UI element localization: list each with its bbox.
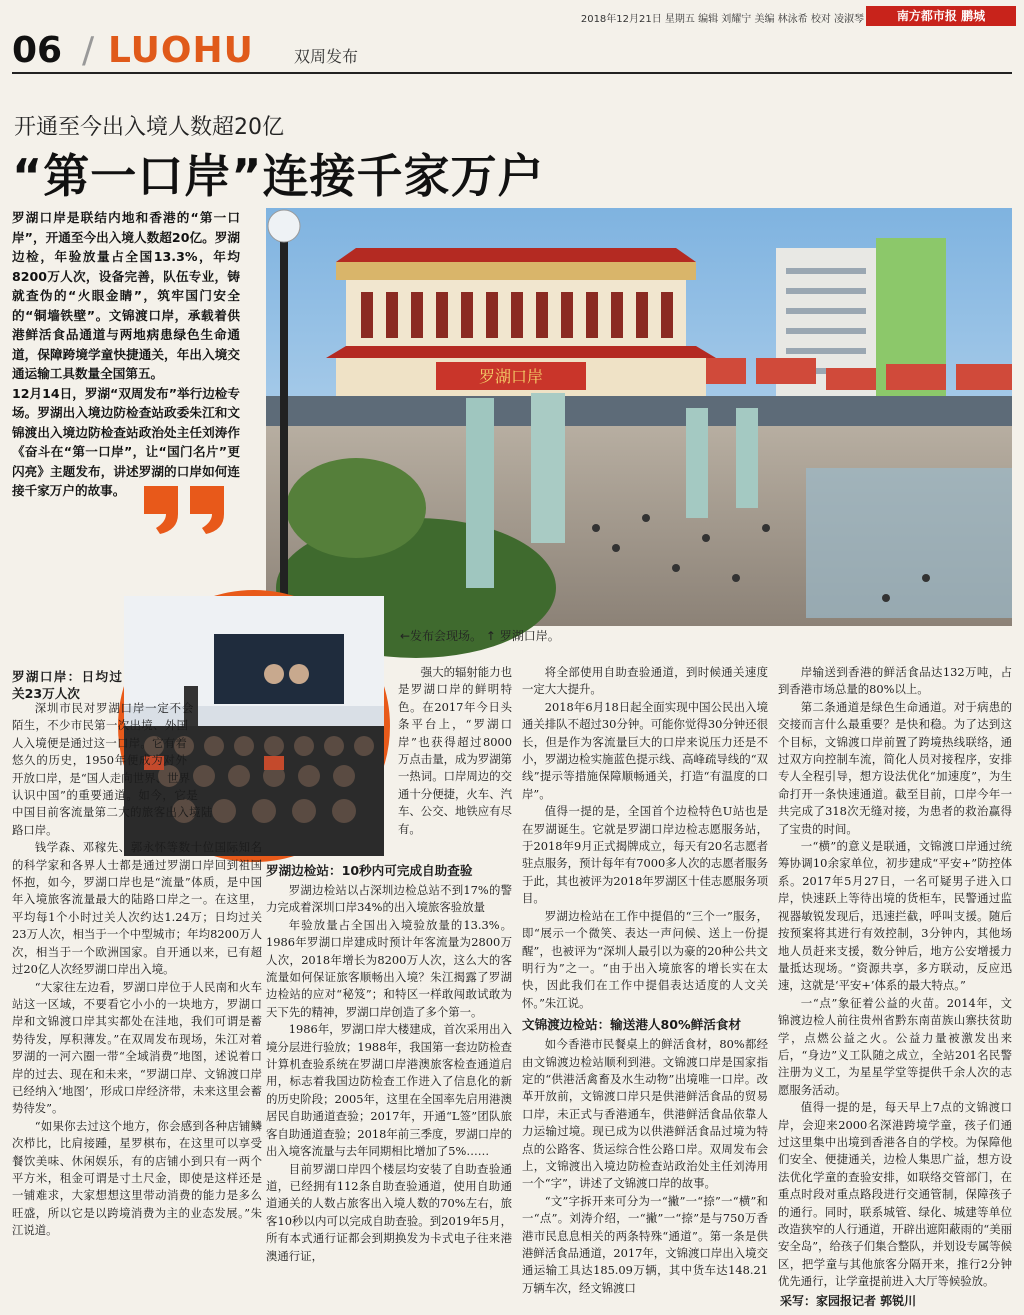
column-paragraph: 强大的辐射能力也是罗湖口岸的鲜明特色。在2017年今日头条平台上，“罗湖口岸”也获得超过8000万点击量，成为罗湖第一热词。口岸周边的交通十分便捷，火车、汽车、公交、地铁应有尽有。 [398, 665, 512, 836]
photo-caption: ←发布会现场。 ↑ 罗湖口岸。 [400, 629, 560, 643]
quote-mark-icon [140, 484, 230, 536]
article-column-2 [266, 858, 512, 1286]
column-paragraph: “大家往左边看，罗湖口岸位于人民南和火车站这一区域，不要看它小小的一块地方，罗湖口岸和文锦渡口岸其实都处在洼地，我们可谓是蓄势待发，厚积薄发。”在双周发布现场，朱江对着罗湖的一河六圈一带“全域消费”地图，述说着口岸的过去、现在和未来，“罗湖口岸、文锦渡口岸已经纳入‘地图’，形成口岸经济带，未来这里会蓄势待发”。 [12, 979, 262, 1116]
port-building-illustration [266, 208, 1012, 626]
column-paragraph: 年验放量占全国出入境验放量的13.3%。1986年罗湖口岸建成时预计年客流量为2800万人次，2018年增长为8200万人次，这么大的客流量如何保证旅客顺畅出入境？朱江揭露了罗湖边检站的应对“秘笈”；和特区一样敢闯敢试敢为天下先的精神，罗湖口岸创造了多个第一。 [266, 917, 512, 1019]
column-paragraph: “如果你去过这个地方，你会感到各种店铺鳞次栉比，比肩接踵，星罗棋布，在这里可以享受餐饮美味、休闲娱乐，有的店铺小到只有一两个平方米，租金可谓是寸土尺金，即使是这样还是一铺难求，大家想想这里带动消费的能力是多么旺盛，所以它是以跨境消费为主的业态发展。”朱江说道。 [12, 1118, 262, 1238]
column-1-heading: 罗湖口岸：日均过关23万人次 [12, 669, 122, 701]
column-paragraph: 将全部使用自助查验通道，到时候通关速度一定大大提升。 [522, 665, 768, 697]
column-paragraph: 罗湖边检站以占深圳边检总站不到17%的警力完成着深圳口岸34%的出入境旅客验放量 [266, 883, 512, 915]
article-intro [12, 208, 240, 501]
column-2-heading: 罗湖边检站：10秒内可完成自助查验 [266, 863, 473, 878]
article-byline: 采写：家园报记者 郭锐川 [780, 1294, 917, 1308]
column-paragraph: 如今香港市民餐桌上的鲜活食材，80%都经由文锦渡边检站顺利到港。文锦渡口岸是国家指定的“供港活禽畜及水生动物”出境唯一口岸。改革开放前，文锦渡口岸只是供港鲜活食品的贸易口岸，未正式与香港通车，供港鲜活食品依靠人力运输过境。现已成为以供港鲜活食品过境为特点的公路客、货运综合性公路口岸。双周发布会上，文锦渡出入境边防检查站政治处主任刘涛用一个“字”，讲述了文锦渡口岸的故事。 [522, 1037, 768, 1191]
article-column-1 [12, 664, 122, 705]
article-column-2-top [398, 664, 512, 840]
newspaper-logo: 南方都市报 鹏城 [866, 6, 1016, 26]
column-paragraph: 1986年，罗湖口岸大楼建成，首次采用出入境分层进行验放；1988年，我国第一套边防检查计算机查验系统在罗湖口岸港澳旅客检查通道启用，标志着我国边防检查工作进入了信息化的新的历史阶段；2005年，这里在全国率先启用港澳居民自助通道查验；2017年，开通“L签”团队旅客自助通道查验；2018年前三季度，罗湖口岸的出入境客流量与去年同期相比增加了5%…… [266, 1022, 512, 1159]
column-paragraph: 目前罗湖口岸四个楼层均安装了自助查验通道，已经拥有112条自助查验通道，使用自助通道通关的人数占旅客出入境人数的70%左右，旅客10秒以内可以完成自助查验。到2019年5月，所有本式通行证都会到期换发为卡式电子往来港澳通行证， [266, 1161, 512, 1263]
column-paragraph: “文”字拆开来可分为一“撇”一“捺”一“横”和一“点”。刘涛介绍，一“撇”一“捺”是与750万香港市民息息相关的两条特殊“通道”。第一条是供港鲜活食品通道，2017年，文锦渡口岸出入境交通运输工具达185.09万辆，其中货车达148.21万辆车次，经文锦渡口 [522, 1193, 768, 1295]
article-column-1-body [12, 700, 262, 1280]
column-paragraph: 一“点”象征着公益的火苗。2014年，文锦渡边检人前往贵州省黔东南苗族山寨扶贫助学，点燃公益之火。公益力量被激发出来后，“身边”义工队随之成立，全站201名民警注册为义工，为星星学堂等提供千余人次的志愿服务活动。 [778, 995, 1012, 1097]
column-paragraph: 钱学森、邓稼先、郭永怀等数十位国际知名的科学家和各界人士都是通过罗湖口岸回到祖国怀抱，如今，罗湖口岸也是“流量”体质，是中国年入境旅客流量最大的陆路口岸之一。在这里，平均每1个小时过关人次约达1.24万；日均过关23万人次，相当于一个中型城市；年均8200万人次，相当于一个欧洲国家。自开通以来，已有超过20亿人次经罗湖口岸出入境。 [12, 840, 262, 977]
column-paragraph: 值得一提的是，全国首个边检特色U站也是在罗湖诞生。它就是罗湖口岸边检志愿服务站，于2018年9月正式揭牌成立，每天有20名志愿者驻点服务，预计每年有7000多人次的志愿者服务于此，其也被评为2018年罗湖区十佳志愿服务项目。 [522, 804, 768, 906]
column-paragraph: 第二条通道是绿色生命通道。对于病患的交接而言什么最重要？是快和稳。为了达到这个目标，文锦渡口岸前置了跨境热线联络，通过双方向控制车流，简化人员对接程序，安排专人全程引导，想方设法优化“加速度”，为生命打开一条快速通道。截至目前，口岸今年一共完成了318次无缝对接，为患者的救治赢得了宝贵的时间。 [778, 699, 1012, 836]
column-paragraph: 深圳市民对罗湖口岸一定不会陌生，不少市民第一次出境、外国人入境便是通过这一口岸。它有着悠久的历史，1950年便成为对外开放口岸，是“国人走向世界、世界认识中国”的重要通道。如今，它是中国目前客流量第二大的旅客出入境陆路口岸。 [12, 701, 213, 837]
intro-paragraph: 12月14日，罗湖“双周发布”举行边检专场。罗湖出入境边防检查站政委朱江和文锦渡出入境边防检查站政治处主任刘涛作《奋斗在“第一口岸”，让“国门名片”更闪亮》主题发布，讲述罗湖的口岸如何连接千家万户的故事。 [12, 385, 240, 498]
port-sign-text: 罗湖口岸 [478, 367, 544, 386]
section-name: LUOHU [108, 30, 254, 71]
column-paragraph: 岸输送到香港的鲜活食品达132万吨，占到香港市场总量的80%以上。 [778, 665, 1012, 697]
article-column-3 [522, 664, 768, 1295]
column-3-heading: 文锦渡边检站：输送港人80%鲜活食材 [522, 1017, 742, 1033]
section-masthead [12, 30, 1012, 74]
column-paragraph: 一“横”的意义是联通，文锦渡口岸通过统筹协调10余家单位，初步建成“平安+”防控体系。2017年5月27日，一名可疑男子进入口岸，快速跃上等待出境的货柜车，民警通过监视器敏锐发现后，迅速拦截，呼叫支援。随后按预案将其进行有效控制，3分钟内，其他场地人员赶来支援，数分钟后，地方公安增援力量抵达现场。“资源共享，多方联动，反应迅速，这就是‘平安+’体系的最大特点。” [778, 839, 1012, 993]
issue-meta: 2018年12月21日 星期五 编辑 刘耀宁 美编 林泳希 校对 凌淑琴 [580, 14, 864, 25]
page-number: 06 [12, 30, 63, 71]
luohu-port-photo [266, 208, 1012, 626]
slash-divider: / [82, 30, 95, 71]
article-column-4 [778, 664, 1012, 1289]
section-issue: 双周发布 [294, 47, 359, 66]
article-subhead: 开通至今出入境人数超20亿 [14, 115, 284, 140]
column-paragraph: 2018年6月18日起全面实现中国公民出入境通关排队不超过30分钟。可能你觉得30分钟还很长，但是作为客流量巨大的口岸来说压力还是不小，罗湖边检实施蓝色提示线、高峰疏导线的“双线”提示等措施保障顺畅通关，打造“有温度的口岸”。 [522, 699, 768, 801]
article-headline: “第一口岸”连接千家万户 [12, 149, 545, 203]
page-header-bar [0, 0, 1024, 30]
column-paragraph: 罗湖边检站在工作中提倡的“三个一”服务，即“展示一个微笑、表达一声问候、送上一份提醒”，也被评为“深圳人最引以为豪的20种公共文明行为”之一。“由于出入境旅客的增长实在太快，因此我们在工作中提倡表达适度的人文关怀。”朱江说。 [522, 908, 768, 1010]
intro-paragraph: 罗湖口岸是联结内地和香港的“第一口岸”，开通至今出入境人数超20亿。罗湖边检，年验放量占全国13.3%，年均8200万人次，设备完善，队伍专业，铸就查伪的“火眼金睛”，筑牢国门安全的“铜墙铁壁”。文锦渡口岸，承载着供港鲜活食品通道与两地病患绿色生命通道，保障跨境学童快捷通关，年出入境交通运输工具数量全国第五。 [12, 210, 240, 381]
column-paragraph: 值得一提的是，每天早上7点的文锦渡口岸，会迎来2000名深港跨境学童，孩子们通过这里集中出境到香港各自的学校。为保障他们安全、便捷通关，边检人集思广益，想方设法优化学童的查验安排，如联络交管部门，在重点时段对重点路段进行交通管制，保障孩子的通行。同时，联系城管、绿化、城建等单位改造狭窄的人行通道，开辟出遮阳蔽雨的“美丽安全岛”，给孩子们集合整队，并划设专属等候区，把学童与其他旅客分隔开来，推行2分钟优先通行，让学童提前进入大厅等候验放。 [778, 1100, 1012, 1289]
